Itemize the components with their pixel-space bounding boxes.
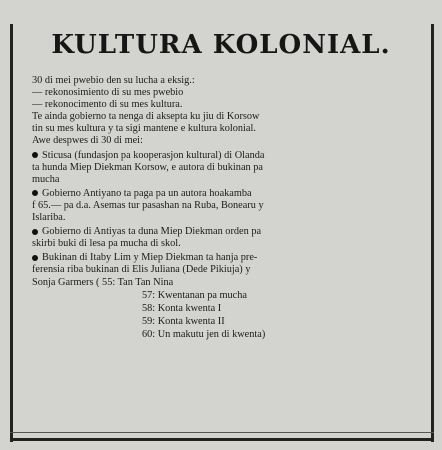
intro-line: Awe despwes di 30 di mei: <box>32 135 143 147</box>
headline: KULTURA KOLONIAL. <box>51 30 391 60</box>
bullet-line: ferensia riba bukinan di Elis Juliana (Dede Pikiuja) y <box>32 264 251 276</box>
bullet-icon <box>32 229 38 235</box>
bullet-line: Bukinan di Itaby Lim y Miep Diekman ta hanja pre- <box>42 252 258 264</box>
bottom-border-rule <box>10 438 434 441</box>
intro-line: — rekonocimento di su mes kultura. <box>32 99 183 111</box>
bullet-paragraph <box>32 188 424 224</box>
bullet-line: Islariba. <box>32 212 66 224</box>
book-list-item: 59: Konta kwenta II <box>142 315 225 327</box>
right-border-rule <box>431 24 434 442</box>
bullet-line: Sticusa (fundasjon pa kooperasjon kultural) di Olanda <box>42 149 265 161</box>
bullet-paragraph <box>32 252 424 288</box>
bullet-paragraph <box>32 226 424 250</box>
bullet-line: skirbi buki di lesa pa mucha di skol. <box>32 238 181 250</box>
bullet-line: mucha <box>32 173 60 185</box>
left-border-rule <box>10 24 13 442</box>
bullet-icon <box>32 152 38 158</box>
bottom-thin-rule <box>10 432 434 433</box>
bullet-line: f 65.— pa d.a. Asemas tur pasashan na Ruba, Bonearu y <box>32 199 264 211</box>
bullet-line: Gobierno Antiyano ta paga pa un autora hoakamba <box>42 187 252 199</box>
bullet-line: ta hunda Miep Diekman Korsow, e autora di bukinan pa <box>32 161 263 173</box>
article-body <box>32 75 424 341</box>
intro-line: — rekonosimiento di su mes pwebio <box>32 87 184 99</box>
book-list-item: 57: Kwentanan pa mucha <box>142 289 247 301</box>
bullet-paragraph <box>32 150 424 186</box>
book-list-item: 58: Konta kwenta I <box>142 302 222 314</box>
bullet-icon <box>32 255 38 261</box>
intro-line: tin su mes kultura y ta sigi mantene e kultura kolonial. <box>32 123 256 135</box>
bullet-icon <box>32 190 38 196</box>
bullet-line: Gobierno di Antiyas ta duna Miep Diekman orden pa <box>42 226 262 238</box>
intro-line: Te ainda gobierno ta nenga di aksepta ku jiu di Korsow <box>32 111 260 123</box>
book-list-item: 60: Un makutu jen di kwenta) <box>142 328 266 340</box>
bullet-line: Sonja Garmers ( 55: Tan Tan Nina <box>32 276 174 288</box>
intro-line: 30 di mei pwebio den su lucha a eksig.: <box>32 75 195 86</box>
book-list <box>142 289 424 341</box>
